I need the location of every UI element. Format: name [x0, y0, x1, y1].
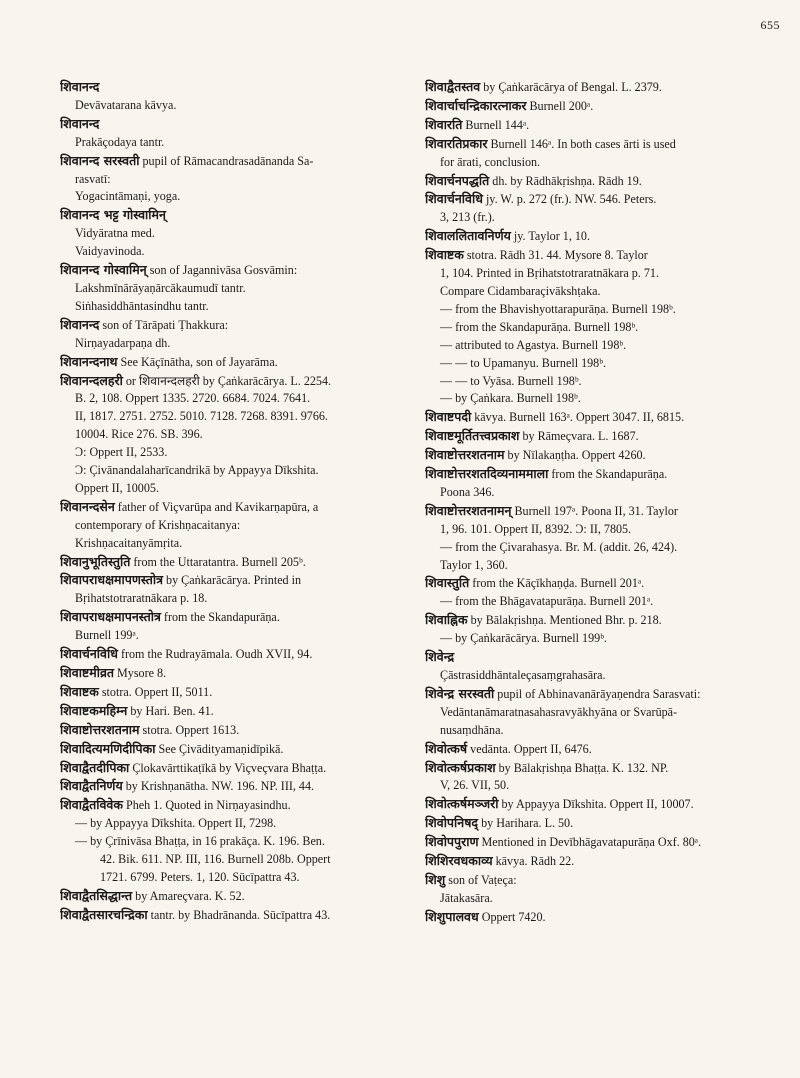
entry-text: dh. by Rādhākṛishṇa. Rādh 19. [489, 173, 642, 188]
headword: शिवाष्टोत्तरशतनाम [425, 447, 505, 463]
entry-line [60, 298, 410, 316]
index-entry [425, 833, 785, 852]
index-entry [425, 740, 785, 759]
entry-text: Yogacintāmaṇi, yoga. [75, 189, 181, 204]
entry-line [425, 373, 785, 391]
entry-line [60, 316, 410, 335]
entry-text: Oppert II, 10005. [75, 480, 159, 495]
entry-text: Burnell 144ᵃ. [462, 117, 530, 132]
entry-text: — by Appayya Dīkshita. Oppert II, 7298. [75, 816, 277, 831]
entry-line [60, 480, 410, 498]
index-entry [60, 353, 410, 372]
entry-line [425, 97, 785, 116]
entry-text: from the Kāçīkhaṇḍa. Burnell 201ᵃ. [469, 576, 645, 591]
entry-text: by Çaṅkarācārya. Printed in [163, 573, 302, 588]
index-entry [425, 78, 785, 97]
entry-text: — from the Çivarahasya. Br. M. (addit. 26, 424). [440, 539, 678, 554]
entry-line [60, 243, 410, 261]
entry-line [60, 134, 410, 152]
entry-text: Taylor 1, 360. [440, 557, 508, 572]
entry-text: Vedāntanāmaratnasahasravyākhyāna or Svarūpā- [440, 704, 678, 719]
entry-line [60, 335, 410, 353]
headword: शिवानन्द [60, 316, 100, 332]
entry-text: by Bālakṛishṇa Bhaṭṭa. K. 132. NP. [495, 760, 669, 775]
entry-text: 42. Bik. 611. NP. III, 116. Burnell 208b. Oppert [100, 852, 331, 867]
entry-line [425, 759, 785, 778]
entry-line [425, 427, 785, 446]
page-number: 655 [760, 18, 780, 32]
entry-text: Siṅhasiddhāntasindhu tantr. [75, 298, 209, 313]
headword: शिवापराधक्षमापनस्तोत्र [60, 609, 161, 625]
entry-line [60, 796, 410, 815]
entry-line [425, 502, 785, 521]
entry-line [425, 319, 785, 337]
index-entry [60, 721, 410, 740]
headword: शिवोत्कर्ष [425, 740, 468, 756]
headword: शिवाद्वैतविवेक [60, 797, 123, 813]
index-entry [425, 648, 785, 685]
index-entry [425, 465, 785, 502]
entry-line [425, 630, 785, 648]
headword: शिवापराधक्षमापणस्तोत्र [60, 572, 164, 588]
index-entry [425, 446, 785, 465]
headword: शिवानन्द गोस्वामिन् [60, 262, 147, 278]
headword: शिवार्चाचन्द्रिकारत्नाकर [425, 97, 527, 113]
entry-line [60, 206, 410, 225]
entry-text: Krishṇacaitanyāmṛita. [75, 535, 183, 550]
headword: शिवोत्कर्षमञ्जरी [425, 796, 499, 812]
right-column [425, 78, 785, 927]
entry-line [60, 171, 410, 189]
entry-text: from the Skandapurāṇa. [548, 467, 668, 482]
entry-line [60, 517, 410, 535]
index-entry [60, 645, 410, 664]
index-entry [425, 116, 785, 135]
entry-text: by Hari. Ben. 41. [127, 703, 214, 718]
entry-line [60, 721, 410, 740]
entry-text: or शिवानन्दलहरी by Çaṅkarācārya. L. 2254. [122, 373, 332, 388]
entry-text: Lakshmīnārāyaṇārcākaumudī tantr. [75, 280, 246, 295]
entry-text: rasvatī: [75, 171, 111, 186]
entry-text: — by Çrīnivāsa Bhaṭṭa, in 16 prakāça. K. 196. Ben. [75, 834, 325, 849]
headword: शिवास्तुति [425, 575, 470, 591]
entry-text: by Nīlakaṇṭha. Oppert 4260. [504, 448, 646, 463]
index-entry [60, 796, 410, 887]
entry-line [60, 869, 410, 887]
entry-text: 1, 104. Printed in Bṛihatstotraratnākara p. 71. [440, 266, 659, 281]
entry-line [425, 521, 785, 539]
entry-text: vedānta. Oppert II, 6476. [467, 741, 592, 756]
entry-line [60, 683, 410, 702]
entry-line [60, 462, 410, 480]
headword: शिशु [425, 871, 446, 887]
entry-text: 1, 96. 101. Oppert II, 8392. Ɔ: II, 7805. [440, 521, 632, 536]
headword: शिवाललितावनिर्णय [425, 228, 511, 244]
entry-text: Burnell 146ᵃ. In both cases ārti is used [487, 136, 676, 151]
headword: शिवाष्टोत्तरशतनाम [60, 721, 140, 737]
entry-line [60, 261, 410, 280]
entry-text: jy. W. p. 272 (fr.). NW. 546. Peters. [482, 192, 657, 207]
entry-line [425, 390, 785, 408]
index-entry [425, 97, 785, 116]
index-entry [425, 871, 785, 908]
entry-text: Vaidyavinoda. [75, 244, 145, 259]
entry-line [425, 777, 785, 795]
headword: शिवाद्वैतदीपिका [60, 759, 130, 775]
entry-line [425, 795, 785, 814]
entry-line [60, 627, 410, 645]
index-entry [60, 887, 410, 906]
entry-line [60, 426, 410, 444]
entry-text: — from the Skandapurāṇa. Burnell 198ᵇ. [440, 319, 639, 334]
entry-line [425, 227, 785, 246]
index-entry [425, 227, 785, 246]
entry-text: Oppert 7420. [478, 909, 546, 924]
entry-text: — from the Bhāgavatapurāṇa. Burnell 201ᵃ. [440, 594, 654, 609]
entry-line [425, 557, 785, 575]
entry-line [425, 833, 785, 852]
entry-text: Bṛihatstotraratnākara p. 18. [75, 591, 208, 606]
entry-line [60, 777, 410, 796]
index-entry [60, 702, 410, 721]
entry-text: — by Çaṅkarācārya. Burnell 199ᵇ. [440, 631, 607, 646]
entry-line [60, 390, 410, 408]
entry-text: — — to Upamanyu. Burnell 198ᵇ. [440, 355, 606, 370]
index-entry [60, 553, 410, 572]
index-entry [425, 502, 785, 575]
index-entry [60, 759, 410, 778]
entry-text: Compare Cidambaraçivākshṭaka. [440, 283, 601, 298]
headword: शिवाद्वैतस्तव [425, 79, 481, 94]
entry-text: by Çaṅkarācārya of Bengal. L. 2379. [480, 80, 662, 94]
entry-line [425, 465, 785, 484]
entry-text: Prakāçodaya tantr. [75, 134, 165, 149]
headword: शिवाष्टपदी [425, 409, 472, 425]
headword: शिशुपालवध [425, 908, 479, 924]
headword: शिवानन्दनाथ [60, 353, 118, 369]
headword: शिवेन्द्र सरस्वती [425, 685, 495, 701]
entry-text: Ɔ: Çivānandalaharīcandrikā by Appayya Dīkshita. [75, 463, 319, 478]
index-entry [425, 408, 785, 427]
headword: शिवानन्दसेन [60, 498, 115, 514]
entry-text: kāvya. Rādh 22. [492, 854, 575, 869]
entry-line [60, 759, 410, 778]
entry-text: by Amareçvara. K. 52. [132, 888, 245, 903]
left-column [60, 78, 410, 925]
entry-line [425, 685, 785, 704]
entry-line [425, 116, 785, 135]
entry-line [60, 887, 410, 906]
entry-text: jy. Taylor 1, 10. [510, 229, 590, 244]
headword: शिवाद्वैतनिर्णय [60, 778, 123, 794]
entry-text: Pheh 1. Quoted in Nirṇayasindhu. [122, 798, 291, 813]
entry-line [60, 78, 410, 97]
entry-line [425, 722, 785, 740]
entry-text: pupil of Abhinavanārāyaṇendra Sarasvati: [494, 686, 701, 701]
entry-line [425, 574, 785, 593]
index-entry [60, 115, 410, 152]
entry-text: Çāstrasiddhāntaleçasaṃgrahasāra. [440, 668, 606, 682]
entry-line [60, 408, 410, 426]
entry-text: tantr. by Bhadrānanda. Sūcīpattra 43. [147, 907, 331, 922]
entry-line [60, 608, 410, 627]
headword: शिवानन्द सरस्वती [60, 152, 140, 168]
entry-line [60, 115, 410, 134]
entry-line [60, 645, 410, 664]
entry-text: son of Tārāpati Ṭhakkura: [99, 317, 229, 332]
entry-line [425, 704, 785, 722]
entry-line [60, 815, 410, 833]
headword: शिवानन्द भट्ट गोस्वामिन् [60, 207, 166, 223]
headword: शिवार्चनविधि [425, 191, 483, 207]
entry-text: II, 1817. 2751. 2752. 5010. 7128. 7268. 8391. 9766. [75, 409, 328, 424]
entry-text: B. 2, 108. Oppert 1335. 2720. 6684. 7024. 7641. [75, 391, 311, 406]
entry-text: by Appayya Dīkshita. Oppert II, 10007. [498, 797, 694, 812]
entry-line [60, 353, 410, 372]
index-entry [425, 427, 785, 446]
entry-text: by Krishṇanātha. NW. 196. NP. III, 44. [122, 779, 315, 794]
index-entry [60, 372, 410, 498]
entry-text: 3, 213 (fr.). [440, 210, 495, 225]
entry-line [60, 372, 410, 391]
index-entry [425, 190, 785, 227]
index-entry [60, 206, 410, 261]
entry-text: son of Jagannivāsa Gosvāmin: [146, 263, 298, 278]
entry-line [425, 890, 785, 908]
index-entry [425, 814, 785, 833]
entry-line [425, 852, 785, 871]
entry-text: 10004. Rice 276. SB. 396. [75, 427, 203, 442]
entry-line [425, 871, 785, 890]
index-entry [60, 777, 410, 796]
entry-line [425, 265, 785, 283]
entry-line [60, 906, 410, 925]
index-entry [60, 498, 410, 553]
entry-text: for ārati, conclusion. [440, 154, 541, 169]
entry-line [425, 814, 785, 833]
headword: शिवानन्दलहरी [60, 372, 123, 388]
entry-line [425, 355, 785, 373]
entry-text: by Rāmeçvara. L. 1687. [519, 429, 639, 444]
headword: शिवानन्द [60, 79, 100, 94]
headword: शिवाष्टकमहिम्न [60, 702, 128, 718]
entry-text: from the Skandapurāṇa. [160, 610, 280, 625]
entry-line [425, 209, 785, 227]
index-entry [425, 611, 785, 648]
entry-text: See Çivādityamaṇidīpikā. [155, 741, 284, 756]
entry-text: father of Viçvarūpa and Kavikarṇapūra, a [114, 499, 319, 514]
entry-text: nusaṃdhāna. [440, 722, 504, 737]
entry-line [60, 188, 410, 206]
entry-line [60, 740, 410, 759]
index-entry [425, 574, 785, 611]
headword: शिवाष्टक [60, 683, 99, 699]
entry-line [425, 593, 785, 611]
entry-text: — from the Bhavishyottarapurāṇa. Burnell 198ᵇ. [440, 301, 676, 316]
headword: शिवाष्टोत्तरशतनामन् [425, 502, 512, 518]
headword: शिवादित्यमणिदीपिका [60, 740, 156, 756]
entry-line [60, 553, 410, 572]
headword: शिवोत्कर्षप्रकाश [425, 759, 496, 775]
headword: शिवारति [425, 116, 463, 132]
headword: शिवार्चनविधि [60, 646, 118, 662]
index-entry [60, 152, 410, 207]
entry-text: Devāvatarana kāvya. [75, 97, 177, 112]
entry-text: Mentioned in Devībhāgavatapurāṇa Oxf. 80ᵃ. [478, 835, 702, 850]
entry-text: See Kāçīnātha, son of Jayarāma. [117, 354, 278, 369]
entry-text: contemporary of Krishṇacaitanya: [75, 517, 241, 532]
headword: शिवाष्टमीव्रत [60, 665, 115, 680]
entry-line [60, 851, 410, 869]
entry-line [60, 444, 410, 462]
entry-line [60, 97, 410, 115]
entry-line [425, 408, 785, 427]
entry-text: by Bālakṛishṇa. Mentioned Bhr. p. 218. [467, 613, 662, 628]
index-entry [425, 795, 785, 814]
entry-text: V, 26. VII, 50. [440, 778, 510, 793]
index-entry [60, 78, 410, 115]
entry-text: Mysore 8. [114, 666, 167, 680]
headword: शिवोपनिषद् [425, 815, 479, 831]
entry-line [425, 172, 785, 191]
index-entry [60, 740, 410, 759]
entry-text: Burnell 197ᵃ. Poona II, 31. Taylor [511, 503, 678, 518]
entry-text: stotra. Rādh 31. 44. Mysore 8. Taylor [463, 248, 648, 263]
entry-text: — by Çaṅkara. Burnell 198ᵇ. [440, 391, 581, 406]
headword: शिवोपपुराण [425, 834, 479, 850]
headword: शिवेन्द्र [425, 649, 455, 665]
entry-text: Burnell 200ᵃ. [526, 98, 594, 113]
entry-line [60, 833, 410, 851]
entry-line [425, 301, 785, 319]
entry-line [60, 702, 410, 721]
headword: शिवार्चनपद्धति [425, 172, 490, 188]
entry-line [60, 152, 410, 171]
entry-line [425, 648, 785, 667]
index-entry [425, 759, 785, 796]
entry-text: pupil of Rāmacandrasadānanda Sa- [139, 153, 314, 168]
entry-line [60, 590, 410, 608]
index-entry [425, 246, 785, 408]
headword: शिवाष्टमूर्तितत्त्वप्रकाश [425, 428, 520, 444]
entry-line [425, 667, 785, 685]
entry-line [425, 539, 785, 557]
entry-text: stotra. Oppert II, 5011. [98, 684, 213, 699]
entry-line [60, 571, 410, 590]
entry-line [425, 740, 785, 759]
index-entry [60, 683, 410, 702]
entry-text: Ɔ: Oppert II, 2533. [75, 445, 168, 460]
entry-line [425, 908, 785, 927]
index-entry [425, 852, 785, 871]
entry-line [60, 280, 410, 298]
entry-text: stotra. Oppert 1613. [139, 722, 240, 737]
headword: शिवाद्वैतसिद्धान्त [60, 887, 133, 903]
headword: शिवानुभूतिस्तुति [60, 553, 131, 569]
entry-text: kāvya. Burnell 163ᵃ. Oppert 3047. II, 6815. [471, 410, 685, 425]
entry-text: Çlokavārttikaṭīkā by Viçveçvara Bhaṭṭa. [129, 760, 327, 775]
entry-line [425, 78, 785, 97]
entry-text: Nirṇayadarpaṇa dh. [75, 335, 171, 350]
headword: शिवाह्निक [425, 612, 468, 628]
entry-line [425, 611, 785, 630]
entry-line [60, 664, 410, 683]
index-entry [425, 908, 785, 927]
entry-text: — attributed to Agastya. Burnell 198ᵇ. [440, 337, 627, 352]
entry-text: by Harihara. L. 50. [478, 816, 574, 831]
entry-text: Vidyāratna med. [75, 226, 155, 241]
entry-text: son of Vaṭeça: [445, 872, 517, 887]
index-entry [60, 906, 410, 925]
entry-line [425, 283, 785, 301]
headword: शिवानन्द [60, 115, 100, 131]
entry-text: 1721. 6799. Peters. 1, 120. Sūcīpattra 43. [100, 869, 300, 884]
entry-text: — — to Vyāsa. Burnell 198ᵇ. [440, 373, 582, 388]
entry-text: from the Uttaratantra. Burnell 205ᵇ. [130, 554, 306, 569]
entry-text: Jātakasāra. [440, 890, 493, 905]
index-entry [60, 608, 410, 645]
entry-line [60, 535, 410, 553]
index-entry [60, 261, 410, 316]
entry-text: Burnell 199ᵃ. [75, 628, 139, 643]
index-entry [60, 316, 410, 353]
entry-line [425, 154, 785, 172]
headword: शिशिरवधकाव्य [425, 853, 493, 869]
entry-line [425, 246, 785, 265]
entry-line [60, 225, 410, 243]
entry-line [425, 337, 785, 355]
entry-line [425, 190, 785, 209]
index-entry [60, 571, 410, 608]
entry-text: Poona 346. [440, 484, 495, 499]
entry-line [425, 135, 785, 154]
headword: शिवाष्टक [425, 247, 464, 263]
index-entry [60, 664, 410, 683]
index-entry [425, 135, 785, 172]
headword: शिवाष्टोत्तरशतदिव्यनाममाला [425, 466, 549, 482]
entry-line [60, 498, 410, 517]
entry-line [425, 446, 785, 465]
index-entry [425, 172, 785, 191]
headword: शिवाद्वैतसारचन्द्रिका [60, 906, 148, 922]
headword: शिवारतिप्रकार [425, 135, 488, 151]
entry-line [425, 484, 785, 502]
index-entry [425, 685, 785, 740]
entry-text: from the Rudrayāmala. Oudh XVII, 94. [117, 647, 313, 662]
